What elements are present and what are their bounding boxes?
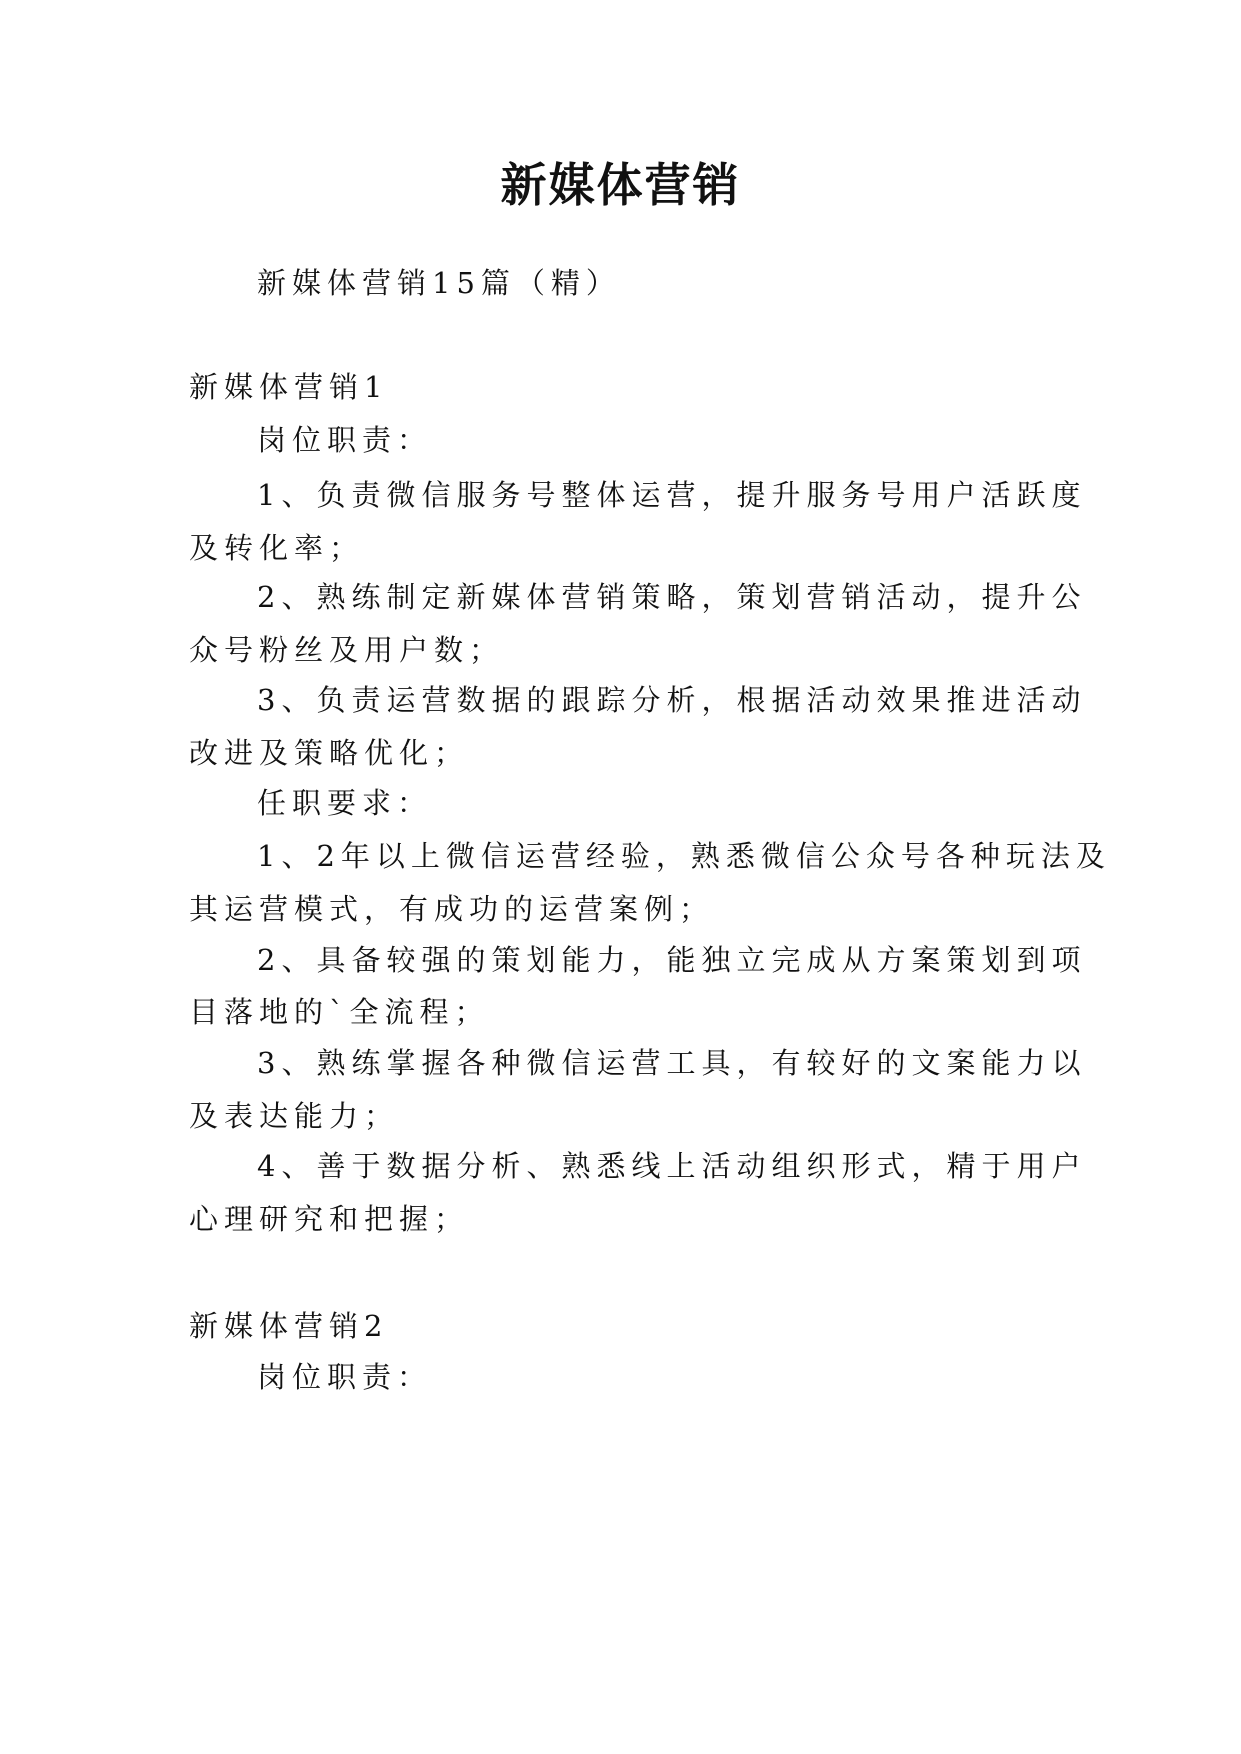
paragraph-line: 4、善于数据分析、熟悉线上活动组织形式，精于用户 — [257, 1149, 1087, 1183]
paragraph-line: 1、负责微信服务号整体运营，提升服务号用户活跃度 — [257, 478, 1087, 512]
paragraph-line: 及表达能力； — [189, 1099, 400, 1133]
paragraph-line: 2、熟练制定新媒体营销策略，策划营销活动，提升公 — [257, 580, 1087, 614]
paragraph-line: 2、具备较强的策划能力，能独立完成从方案策划到项 — [257, 943, 1087, 977]
paragraph-line: 目落地的`全流程； — [189, 995, 490, 1029]
document-title: 新媒体营销 — [500, 158, 741, 212]
section-heading: 新媒体营销1 — [189, 370, 389, 404]
paragraph-heading: 任职要求： — [257, 786, 433, 820]
paragraph-heading: 岗位职责： — [257, 423, 433, 457]
document-subtitle: 新媒体营销15篇（精） — [257, 266, 621, 300]
paragraph-line: 其运营模式，有成功的运营案例； — [189, 892, 715, 926]
paragraph-line: 心理研究和把握； — [189, 1202, 470, 1236]
paragraph-line: 及转化率； — [189, 531, 365, 565]
section-heading: 新媒体营销2 — [189, 1309, 389, 1343]
paragraph-line: 3、熟练掌握各种微信运营工具，有较好的文案能力以 — [257, 1046, 1087, 1080]
paragraph-heading: 岗位职责： — [257, 1360, 433, 1394]
paragraph-line: 众号粉丝及用户数； — [189, 633, 505, 667]
paragraph-line: 改进及策略优化； — [189, 736, 470, 770]
paragraph-line: 3、负责运营数据的跟踪分析，根据活动效果推进活动 — [257, 683, 1087, 717]
paragraph-line: 1、2年以上微信运营经验，熟悉微信公众号各种玩法及 — [257, 839, 1111, 873]
